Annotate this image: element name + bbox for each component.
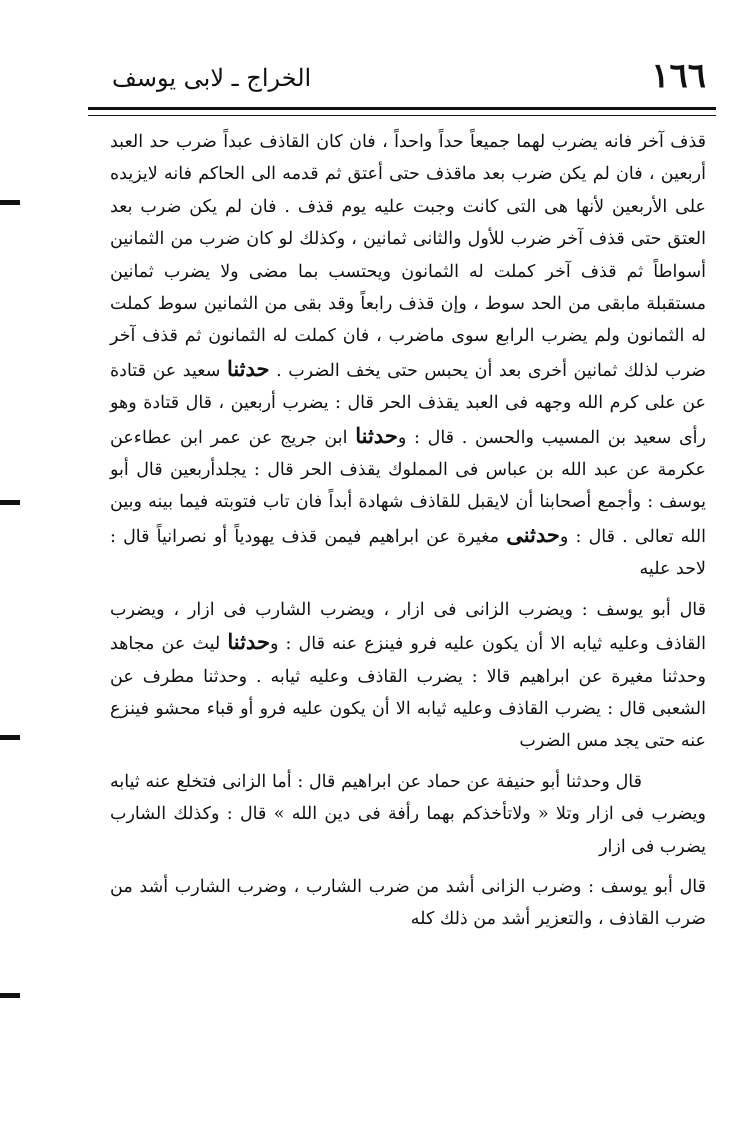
header-rule [88,107,716,116]
text-run: قذف آخر فانه يضرب لهما جميعاً حداً واحداً ، فان كان القاذف عبداً ضرب حد العبد أربعين ، فان لم يكن ضرب بعد ماقذف حتى أعتق ثم قدمه الى الحاكم فانه لايزيده على الأربعين لأنها هى التى كانت وجبت عليه يوم قذف . فان لم يكن ضرب بعد العتق حتى قذف آخر ضرب للأول والثانى ثمانين ، وكذلك لو كان ضرب من الثمانين أسواطاً ثم قذف آخر كملت له الثمانون ويحتسب بما مضى ولا يضرب ثمانين مستقبلة مابقى من الحد سوط ، وإن قذف رابعاً وقد بقى من الثمانين سوط كملت له الثمانون ولم يضرب الرابع سوى ماضرب ، فان كملت له الثمانون ثم قذف آخر ضرب لذلك ثمانين أخرى بعد أن يحبس حتى يخف الضرب . [110,132,707,381]
hadith-marker: حدثنا [227,629,270,655]
page-header [88,52,706,104]
margin-mark [0,500,20,505]
text-run: مغيرة عن ابراهيم فيمن قذف يهودياً أو نصرانياً قال : لاحد عليه [110,526,706,580]
text-run: قال أبو يوسف : ويضرب الزانى فى ازار ، ويضرب الشارب فى ازار ، ويضرب القاذف وعليه ثيابه الا أن يكون عليه فرو فينزع عنه قال : و [110,599,706,655]
paragraph-2 [110,594,706,758]
body-text [110,126,706,936]
paragraph-3 [110,766,706,863]
running-title: الخراج ـ لابى يوسف [112,64,312,92]
text-run: قال وحدثنا أبو حنيفة عن حماد عن ابراهيم قال : أما الزانى فتخلع عنه ثيابه ويضرب فى ازار وتلا « ولاتأخذكم بهما رأفة فى دين الله » قال : وكذلك الشارب يضرب فى ازار [110,771,706,857]
hadith-marker: حدثنى [506,521,560,547]
text-run: سعيد عن قتادة عن على كرم الله وجهه فى العبد يقذف الحر قال : يضرب أربعين ، قال قتادة وهو رأى سعيد بن المسيب والحسن . قال : و [110,360,706,448]
page-number: ١٦٦ [651,56,706,96]
margin-mark [0,735,20,740]
paragraph-4 [110,871,706,936]
margin-mark [0,200,20,205]
text-run: ليث عن مجاهد وحدثنا مغيرة عن ابراهيم قالا : يضرب القاذف وعليه ثيابه . وحدثنا مطرف عن الشعبى قال : يضرب القاذف وعليه ثيابه الا أن يكون عليه فرو أو قباء محشو فينزع عنه حتى يجد مس الضرب [110,634,706,752]
hadith-marker: حدثنا [355,422,398,448]
hadith-marker: حدثنا [226,355,270,381]
paragraph-1 [110,126,706,586]
text-run: قال أبو يوسف : وضرب الزانى أشد من ضرب الشارب ، وضرب الشارب أشد من ضرب القاذف ، والتعزير أشد من ذلك كله [110,876,706,930]
text-run: ابن جريج عن عمر ابن عطاءعن عكرمة عن عبد الله بن عباس فى المملوك يقذف الحر قال : يجلدأربعين قال أبو يوسف : وأجمع أصحابنا أن لايقبل للقاذف شهادة أبداً فان تاب فتوبته فيما بينه وبين الله تعالى . قال : و [110,427,707,547]
margin-mark [0,993,20,998]
